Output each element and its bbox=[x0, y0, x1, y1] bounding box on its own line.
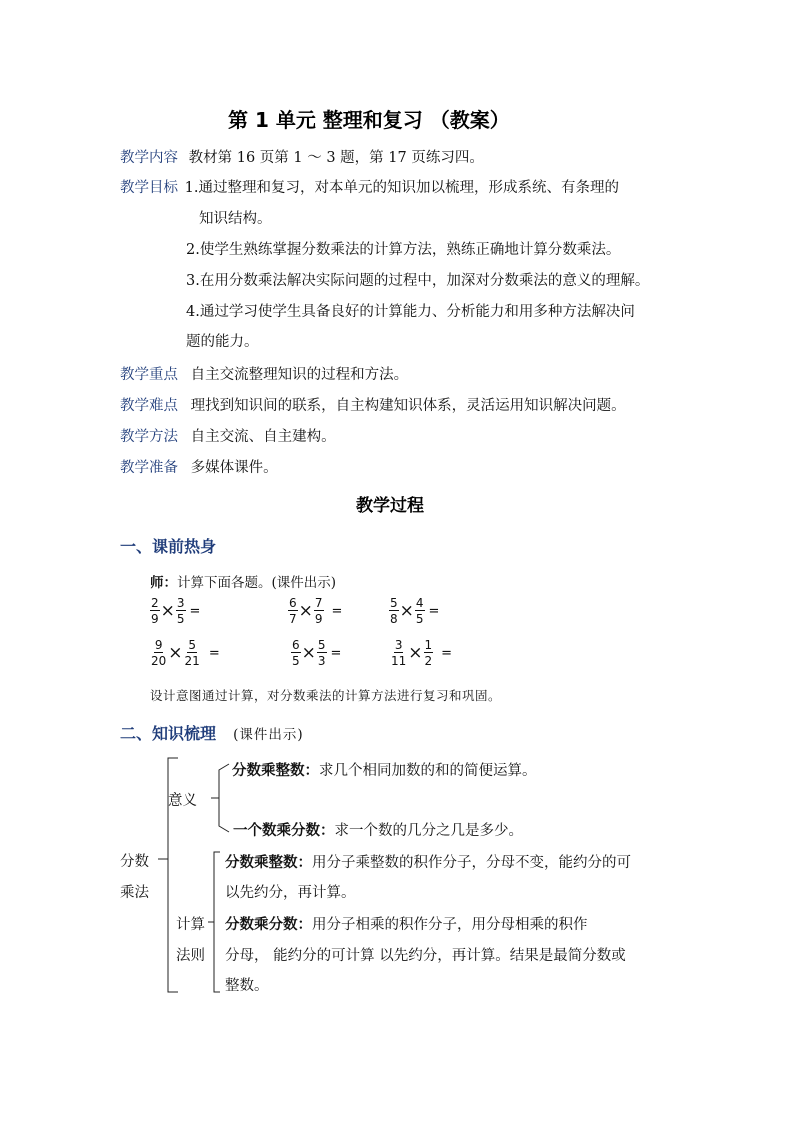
tree-root-line1: 分数 bbox=[120, 854, 149, 870]
fraction bbox=[424, 639, 434, 667]
meaning-item-2-term: 一个数乘分数： bbox=[233, 823, 335, 839]
teaching-prep-row bbox=[120, 456, 278, 477]
fraction bbox=[288, 597, 298, 625]
teaching-goals-label: 教学目标 bbox=[120, 180, 178, 196]
fraction bbox=[317, 639, 327, 667]
denominator: 5 bbox=[176, 612, 185, 626]
page-title: 第 1 单元 整理和复习 （教案） bbox=[228, 108, 510, 132]
problem-6 bbox=[390, 639, 452, 667]
calc-label-line1: 计算 bbox=[176, 917, 205, 933]
calc-item-2-text: 用分子相乘的积作分子，用分母相乘的积作 bbox=[312, 917, 588, 933]
fraction bbox=[291, 639, 301, 667]
section1-heading: 一、课前热身 bbox=[120, 537, 217, 556]
numerator: 5 bbox=[188, 638, 196, 652]
equals-sign: = bbox=[441, 645, 453, 661]
calc-label-line2: 法则 bbox=[176, 948, 205, 964]
calc-item-2-cont1: 分母， 能约分的可计算 以先约分，再计算。结果是最简分数或 bbox=[225, 948, 626, 964]
times-sign: × bbox=[301, 643, 316, 663]
denominator: 2 bbox=[424, 654, 433, 668]
calc-item-1-cont: 以先约分，再计算。 bbox=[225, 885, 356, 901]
teaching-difficulty-label: 教学难点 bbox=[120, 398, 178, 414]
calc-item-2-cont2: 整数。 bbox=[225, 978, 269, 994]
goal-1-line1: 1.通过整理和复习，对本单元的知识加以梳理，形成系统、有条理的 bbox=[184, 180, 619, 196]
meaning-brace bbox=[205, 760, 235, 840]
denominator: 5 bbox=[415, 612, 424, 626]
denominator: 8 bbox=[390, 612, 398, 626]
numerator: 5 bbox=[317, 638, 326, 652]
process-title: 教学过程 bbox=[356, 496, 424, 516]
problem-1 bbox=[150, 597, 200, 625]
problem-2 bbox=[288, 597, 342, 625]
denominator: 7 bbox=[289, 612, 297, 626]
teaching-goals-row bbox=[120, 176, 619, 197]
equals-sign: = bbox=[428, 603, 440, 619]
fraction bbox=[184, 639, 201, 667]
meaning-item-2 bbox=[233, 819, 523, 840]
numerator: 7 bbox=[314, 596, 323, 610]
problem-5 bbox=[291, 639, 341, 667]
teaching-method-row bbox=[120, 425, 336, 446]
fraction bbox=[314, 597, 324, 625]
teaching-key-label: 教学重点 bbox=[120, 367, 178, 383]
fraction bbox=[176, 597, 186, 625]
fraction bbox=[150, 597, 160, 625]
numerator: 2 bbox=[151, 596, 159, 610]
meaning-item-2-text: 求一个数的几分之几是多少。 bbox=[334, 823, 523, 839]
teaching-method-text: 自主交流、自主建构。 bbox=[190, 429, 336, 445]
design-intent-note: 设计意图通过计算，对分数乘法的计算方法进行复习和巩固。 bbox=[150, 688, 502, 703]
section2-heading: 二、知识梳理 bbox=[120, 724, 217, 743]
teaching-content-label: 教学内容 bbox=[120, 150, 178, 166]
calc-item-1-text: 用分子乘整数的积作分子，分母不变，能约分的可 bbox=[312, 855, 631, 871]
problem-3 bbox=[389, 597, 439, 625]
calc-item-1-term: 分数乘整数： bbox=[225, 855, 312, 871]
denominator: 3 bbox=[317, 654, 326, 668]
goal-3: 3.在用分数乘法解决实际问题的过程中，加深对分数乘法的意义的理解。 bbox=[186, 273, 650, 289]
problem-4 bbox=[150, 639, 220, 667]
numerator: 1 bbox=[424, 638, 433, 652]
tree-root-line2: 乘法 bbox=[120, 885, 149, 901]
equals-sign: = bbox=[189, 603, 201, 619]
numerator: 9 bbox=[154, 638, 163, 652]
goal-1-line2: 知识结构。 bbox=[199, 211, 272, 227]
teaching-difficulty-text: 理找到知识间的联系，自主构建知识体系，灵活运用知识解决问题。 bbox=[190, 398, 626, 414]
teaching-content-text: 教材第 16 页第 1 ～ 3 题，第 17 页练习四。 bbox=[188, 150, 484, 166]
teaching-difficulty-row bbox=[120, 394, 626, 415]
calc-item-2 bbox=[225, 913, 588, 934]
times-sign: × bbox=[408, 643, 423, 663]
teaching-prep-label: 教学准备 bbox=[120, 460, 178, 476]
denominator: 9 bbox=[314, 612, 323, 626]
denominator: 9 bbox=[151, 612, 159, 626]
numerator: 5 bbox=[390, 596, 398, 610]
meaning-item-1 bbox=[232, 759, 537, 780]
times-sign: × bbox=[160, 601, 175, 621]
denominator: 11 bbox=[391, 654, 407, 668]
teaching-key-row bbox=[120, 363, 408, 384]
denominator: 21 bbox=[184, 654, 200, 668]
times-sign: × bbox=[399, 601, 414, 621]
teacher-instruction bbox=[150, 571, 336, 591]
numerator: 3 bbox=[394, 638, 403, 652]
denominator: 20 bbox=[151, 654, 167, 668]
goal-4-line1: 4.通过学习使学生具备良好的计算能力、分析能力和用多种方法解决问 bbox=[186, 304, 635, 320]
fraction bbox=[150, 639, 167, 667]
denominator: 5 bbox=[292, 654, 300, 668]
times-sign: × bbox=[168, 643, 183, 663]
goal-2: 2.使学生熟练掌握分数乘法的计算方法，熟练正确地计算分数乘法。 bbox=[186, 242, 621, 258]
meaning-item-1-term: 分数乘整数： bbox=[232, 763, 319, 779]
teacher-label: 师： bbox=[150, 575, 177, 591]
numerator: 4 bbox=[415, 596, 424, 610]
teaching-method-label: 教学方法 bbox=[120, 429, 178, 445]
teacher-text: 计算下面各题。(课件出示) bbox=[177, 575, 337, 591]
teaching-content-row bbox=[120, 146, 484, 167]
calc-item-2-term: 分数乘分数： bbox=[225, 917, 312, 933]
equals-sign: = bbox=[331, 603, 343, 619]
numerator: 6 bbox=[289, 596, 297, 610]
fraction bbox=[415, 597, 425, 625]
numerator: 3 bbox=[176, 596, 185, 610]
section2-heading-row bbox=[120, 721, 304, 744]
equals-sign: = bbox=[208, 645, 220, 661]
fraction bbox=[390, 639, 407, 667]
teaching-prep-text: 多媒体课件。 bbox=[190, 460, 278, 476]
section2-heading-note: (课件出示) bbox=[233, 727, 304, 743]
calc-item-1 bbox=[225, 851, 631, 872]
numerator: 6 bbox=[292, 638, 300, 652]
goal-4-line2: 题的能力。 bbox=[186, 334, 259, 350]
meaning-label: 意义 bbox=[168, 793, 197, 809]
teaching-key-text: 自主交流整理知识的过程和方法。 bbox=[190, 367, 409, 383]
equals-sign: = bbox=[330, 645, 342, 661]
meaning-item-1-text: 求几个相同加数的和的简便运算。 bbox=[319, 763, 537, 779]
fraction bbox=[389, 597, 399, 625]
times-sign: × bbox=[298, 601, 313, 621]
